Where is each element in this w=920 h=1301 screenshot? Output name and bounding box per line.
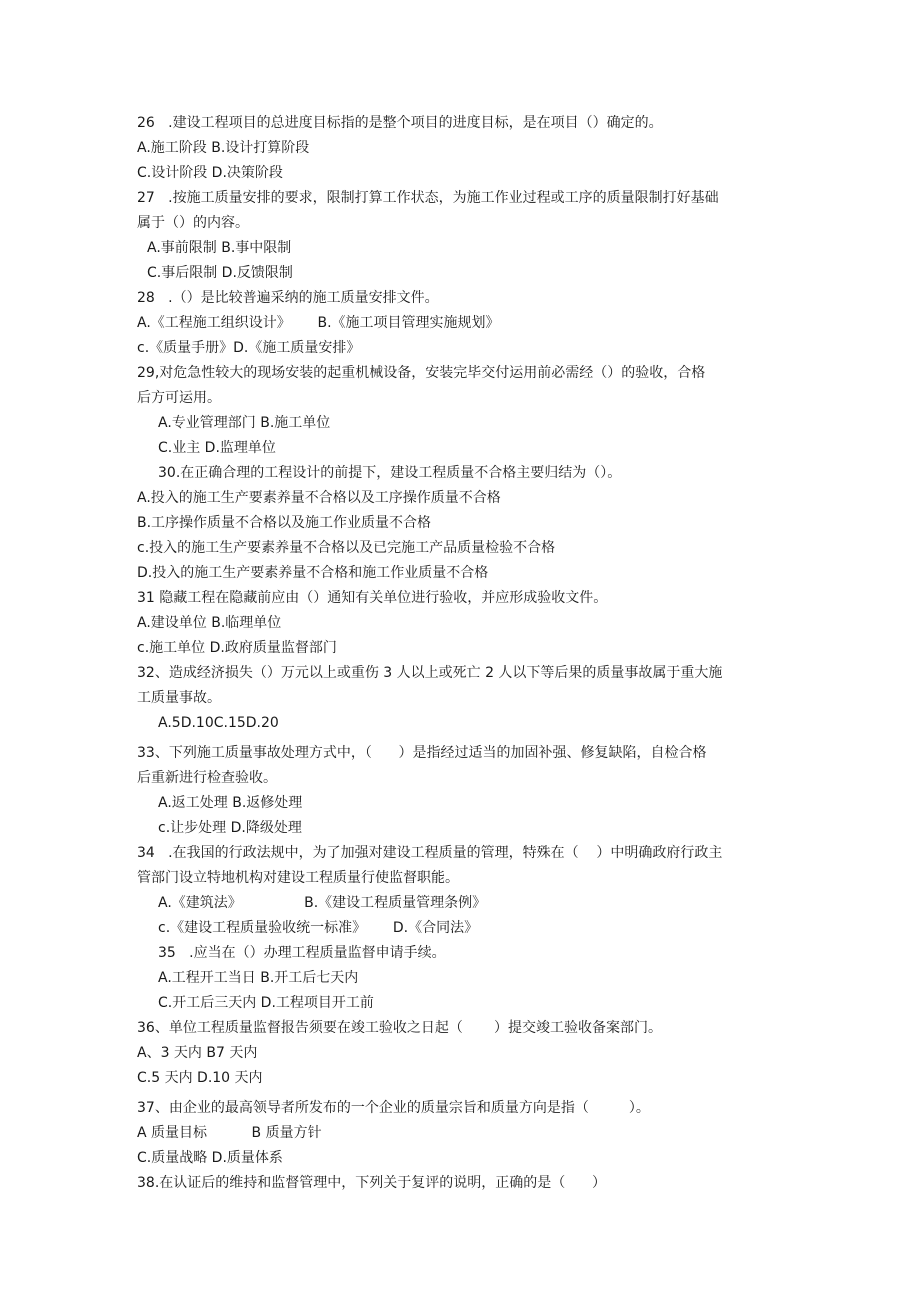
question-29-stem: 29,对危急性较大的现场安装的起重机械设备，安装完毕交付运用前必需经（）的验收，合格 xyxy=(137,365,706,381)
question-26-options-cd: C.设计阶段 D.决策阶段 xyxy=(137,165,283,181)
question-27-stem-cont: 属于（）的内容。 xyxy=(137,215,249,231)
question-30-option-a: A.投入的施工生产要素养量不合格以及工序操作质量不合格 xyxy=(137,490,501,506)
question-29-stem-cont: 后方可运用。 xyxy=(137,390,221,406)
question-30-option-b: B.工序操作质量不合格以及施工作业质量不合格 xyxy=(137,515,432,531)
question-31-options-ab: A.建设单位 B.临理单位 xyxy=(137,615,282,631)
question-35-options-cd: C.开工后三天内 D.工程项目开工前 xyxy=(158,995,374,1011)
question-36-options-cd: C.5 天内 D.10 天内 xyxy=(137,1070,263,1086)
question-28-options-ab: A.《工程施工组织设计》 B.《施工项目管理实施规划》 xyxy=(137,315,500,331)
question-34-stem-cont: 管部门设立特地机构对建设工程质量行使监督职能。 xyxy=(137,870,459,886)
question-26-options-ab: A.施工阶段 B.设计打算阶段 xyxy=(137,140,310,156)
question-36-stem: 36、单位工程质量监督报告须要在竣工验收之日起（ ）提交竣工验收备案部门。 xyxy=(137,1020,662,1036)
question-33-options-ab: A.返工处理 B.返修处理 xyxy=(158,795,303,811)
question-34-options-cd: c.《建设工程质量验收统一标准》 D.《合同法》 xyxy=(158,920,479,936)
question-29-options-ab: A.专业管理部门 B.施工单位 xyxy=(158,415,331,431)
question-27-stem: 27 .按施工质量安排的要求，限制打算工作状态，为施工作业过程或工序的质量限制打好基础 xyxy=(137,190,719,206)
question-27-options-ab: A.事前限制 B.事中限制 xyxy=(147,240,292,256)
question-30-option-d: D.投入的施工生产要素养量不合格和施工作业质量不合格 xyxy=(137,565,489,581)
question-37-stem: 37、由企业的最高领导者所发布的一个企业的质量宗旨和质量方向是指（ ）。 xyxy=(137,1100,650,1116)
question-29-options-cd: C.业主 D.监理单位 xyxy=(158,440,276,456)
question-36-options-ab: A、3 天内 B7 天内 xyxy=(137,1045,258,1061)
question-31-options-cd: c.施工单位 D.政府质量监督部门 xyxy=(137,640,337,656)
question-32-stem-cont: 工质量事故。 xyxy=(137,690,221,706)
question-32-stem: 32、造成经济损失（）万元以上或重伤 3 人以上或死亡 2 人以下等后果的质量事故属于重大施 xyxy=(137,665,723,681)
question-34-options-ab: A.《建筑法》 B.《建设工程质量管理条例》 xyxy=(158,895,487,911)
question-38-stem: 38.在认证后的维持和监督管理中，下列关于复评的说明，正确的是（ ） xyxy=(137,1175,606,1191)
question-31-stem: 31 隐藏工程在隐藏前应由（）通知有关单位进行验收，并应形成验收文件。 xyxy=(137,590,608,606)
question-33-stem: 33、下列施工质量事故处理方式中，（ ）是指经过适当的加固补强、修复缺陷，自检合格 xyxy=(137,745,707,761)
question-28-options-cd: c.《质量手册》D.《施工质量安排》 xyxy=(137,340,361,356)
question-32-options: A.5D.10C.15D.20 xyxy=(158,715,279,731)
question-33-stem-cont: 后重新进行检查验收。 xyxy=(137,770,277,786)
question-26-stem: 26 .建设工程项目的总进度目标指的是整个项目的进度目标，是在项目（）确定的。 xyxy=(137,115,663,131)
question-30-stem: 30.在正确合理的工程设计的前提下，建设工程质量不合格主要归结为（）。 xyxy=(158,465,622,481)
question-33-options-cd: c.让步处理 D.降级处理 xyxy=(158,820,302,836)
question-27-options-cd: C.事后限制 D.反馈限制 xyxy=(147,265,293,281)
question-28-stem: 28 .（）是比较普遍采纳的施工质量安排文件。 xyxy=(137,290,439,306)
question-35-stem: 35 .应当在（）办理工程质量监督申请手续。 xyxy=(158,945,446,961)
question-37-options-cd: C.质量战略 D.质量体系 xyxy=(137,1150,283,1166)
question-34-stem: 34 .在我国的行政法规中，为了加强对建设工程质量的管理，特殊在（ ）中明确政府行政主 xyxy=(137,845,723,861)
question-37-options-ab: A 质量目标 B 质量方针 xyxy=(137,1125,322,1141)
question-35-options-ab: A.工程开工当日 B.开工后七天内 xyxy=(158,970,359,986)
question-30-option-c: c.投入的施工生产要素养量不合格以及已完施工产品质量检验不合格 xyxy=(137,540,556,556)
